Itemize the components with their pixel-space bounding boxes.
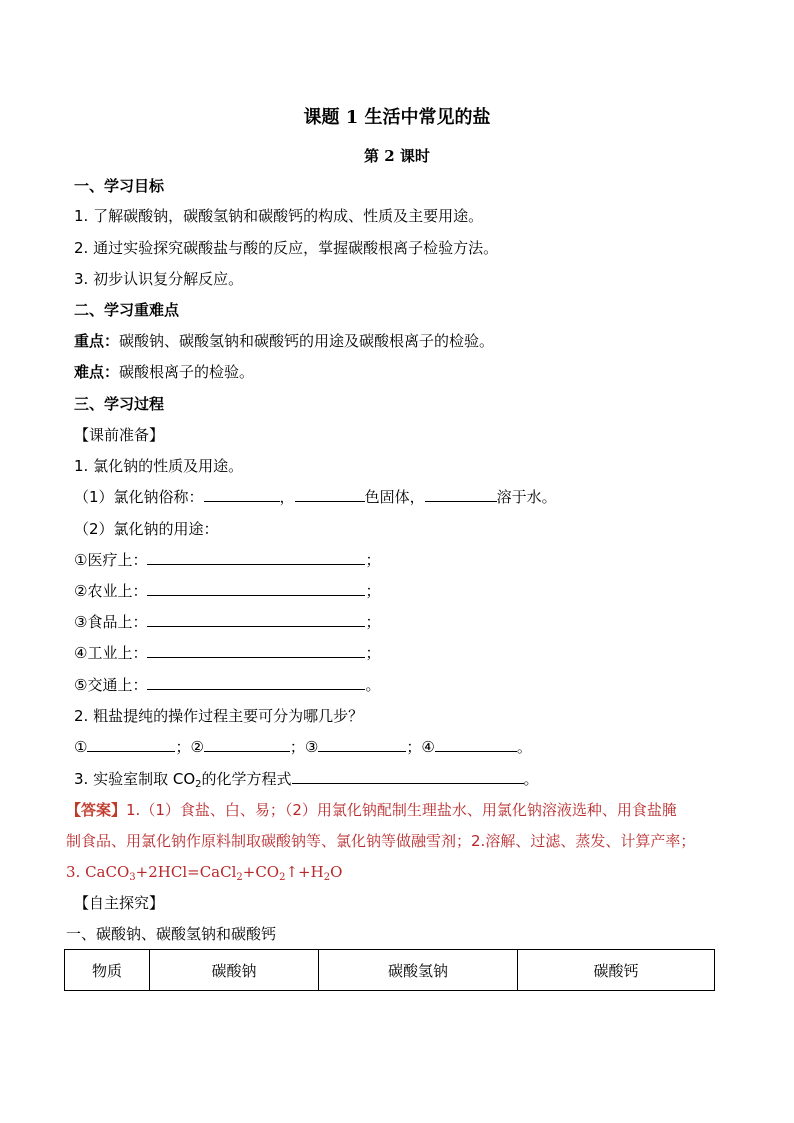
fill-blank[interactable] (147, 581, 365, 596)
use-line-medical (74, 550, 380, 570)
formula-part: +2HCl=CaCl (135, 863, 237, 881)
table-header-cell: 碳酸氢钠 (319, 950, 518, 991)
explore-subheading: 一、碳酸钠、碳酸氢钠和碳酸钙 (66, 925, 277, 943)
answer-line-3 (66, 862, 342, 882)
goal-item-3: 3. 初步认识复分解反应。 (74, 270, 244, 288)
question-2-blanks (74, 737, 532, 757)
q3-text-post: 的化学方程式 (201, 770, 292, 788)
step-mark: ；③ (289, 738, 319, 756)
use-label: ⑤交通上： (74, 676, 148, 694)
step-mark: ① (74, 738, 88, 756)
use-line-transport (74, 675, 380, 695)
step-mark: 。 (516, 738, 532, 756)
question-1a (74, 487, 557, 507)
key-point-line (74, 331, 494, 351)
formula-sub: 2 (279, 872, 286, 883)
key-point-label: 重点： (74, 332, 120, 350)
difficulty-line (74, 362, 254, 382)
comparison-table (64, 949, 715, 991)
answer-line-1 (66, 800, 677, 820)
question-1b: （2）氯化钠的用途： (74, 520, 219, 538)
use-end: 。 (365, 676, 381, 694)
fill-blank[interactable] (147, 612, 365, 627)
q1a-text-1: （1）氯化钠俗称： (74, 488, 204, 506)
use-line-agriculture (74, 581, 380, 601)
fill-blank[interactable] (147, 550, 365, 565)
fill-blank[interactable] (435, 737, 517, 752)
use-label: ②农业上： (74, 582, 148, 600)
answer-tag: 【答案】 (66, 801, 127, 819)
section-heading-goals: 一、学习目标 (74, 177, 165, 195)
q3-text: 3. 实验室制取 CO (74, 770, 196, 788)
fill-blank[interactable] (292, 769, 524, 784)
use-line-food (74, 612, 380, 632)
step-mark: ；④ (406, 738, 435, 756)
formula-part: O (330, 863, 343, 881)
answer-line-2: 制食品、用氯化钠作原料制取碳酸钠等、氯化钠等做融雪剂；2.溶解、过滤、蒸发、计算产率； (66, 832, 696, 850)
section-heading-key-points: 二、学习重难点 (74, 301, 180, 319)
formula-sub: 3 (129, 872, 136, 883)
prep-heading: 【课前准备】 (74, 426, 165, 444)
fill-blank[interactable] (425, 487, 497, 502)
fill-blank[interactable] (204, 487, 280, 502)
use-end: ； (365, 582, 381, 600)
page-title: 课题 1 生活中常见的盐 (303, 107, 491, 128)
table-header-cell: 碳酸钙 (518, 950, 715, 991)
q1a-text-2: ， (279, 488, 295, 506)
table-row (65, 950, 715, 991)
question-3 (74, 769, 539, 789)
table-header-cell: 物质 (65, 950, 150, 991)
section-heading-process: 三、学习过程 (74, 395, 165, 413)
use-label: ③食品上： (74, 613, 148, 631)
fill-blank[interactable] (318, 737, 406, 752)
fill-blank[interactable] (204, 737, 290, 752)
difficulty-text: 碳酸根离子的检验。 (119, 363, 255, 381)
goal-item-2: 2. 通过实验探究碳酸盐与酸的反应，掌握碳酸根离子检验方法。 (74, 239, 499, 257)
use-end: ； (365, 644, 381, 662)
question-2: 2. 粗盐提纯的操作过程主要可分为哪几步？ (74, 707, 364, 725)
use-label: ①医疗上： (74, 551, 148, 569)
fill-blank[interactable] (295, 487, 365, 502)
fill-blank[interactable] (147, 675, 365, 690)
use-label: ④工业上： (74, 644, 148, 662)
fill-blank[interactable] (147, 643, 365, 658)
q3-end: 。 (523, 770, 539, 788)
formula-sub: 2 (236, 872, 243, 883)
formula-part: +CO (242, 863, 280, 881)
use-line-industry (74, 643, 380, 663)
key-point-text: 碳酸钠、碳酸氢钠和碳酸钙的用途及碳酸根离子的检验。 (119, 332, 495, 350)
q1a-text-3: 色固体， (364, 488, 425, 506)
goal-item-1: 1. 了解碳酸钠，碳酸氢钠和碳酸钙的构成、性质及主要用途。 (74, 207, 484, 225)
fill-blank[interactable] (87, 737, 175, 752)
difficulty-label: 难点： (74, 363, 120, 381)
formula-part: 3. CaCO (66, 863, 130, 881)
answer-text-1: 1.（1）食盐、白、易；（2）用氯化钠配制生理盐水、用氯化钠溶液选种、用食盐腌 (126, 801, 677, 819)
table-header-cell: 碳酸钠 (150, 950, 319, 991)
use-end: ； (365, 613, 381, 631)
use-end: ； (365, 551, 381, 569)
q3-subscript: 2 (195, 779, 202, 790)
q1a-text-4: 溶于水。 (496, 488, 557, 506)
page-subtitle: 第 2 课时 (364, 147, 430, 165)
formula-sub: 2 (323, 872, 331, 883)
explore-heading: 【自主探究】 (74, 894, 165, 912)
question-1: 1. 氯化钠的性质及用途。 (74, 457, 244, 475)
formula-part: ↑+H (285, 863, 324, 881)
step-mark: ；② (175, 738, 204, 756)
